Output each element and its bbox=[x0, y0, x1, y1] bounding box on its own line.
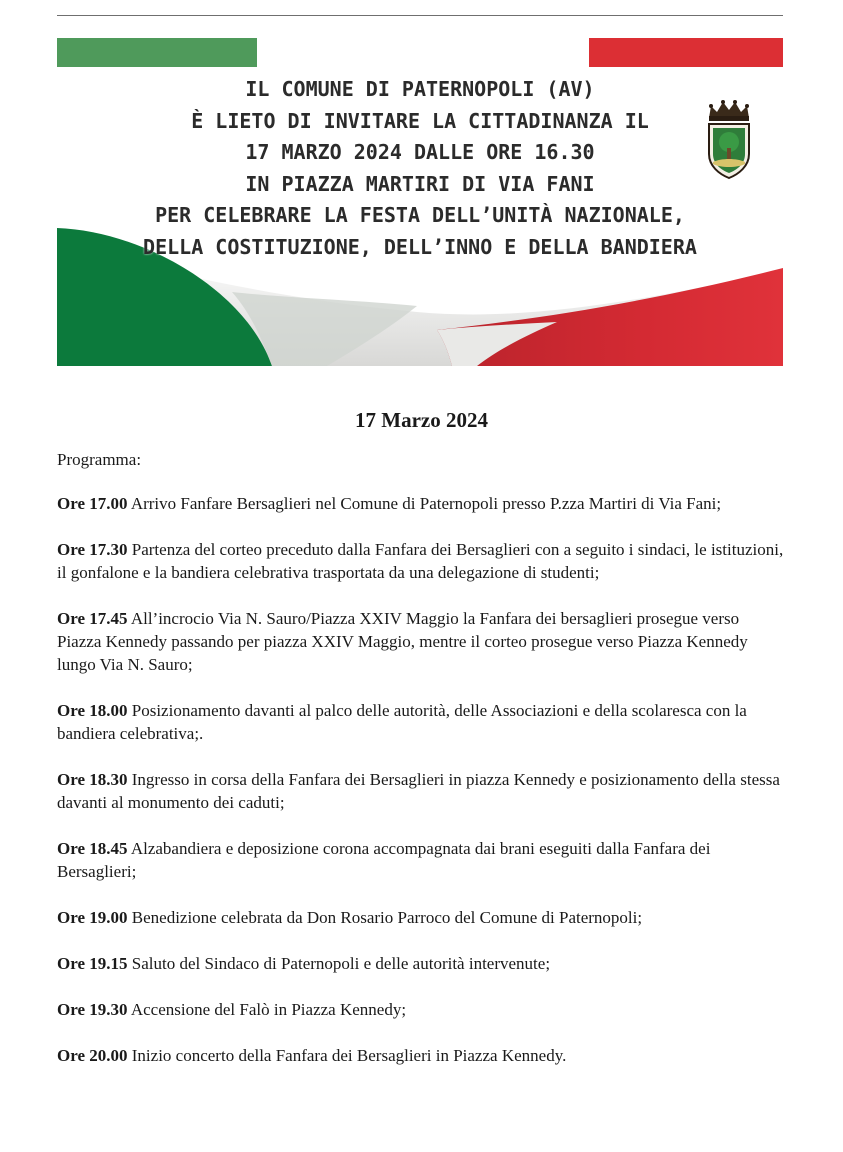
program-item-time: Ore 17.30 bbox=[57, 540, 128, 559]
tricolore-banner bbox=[57, 30, 783, 366]
program-item bbox=[57, 1044, 787, 1067]
red-stripe bbox=[589, 38, 783, 67]
program-item-text: Arrivo Fanfare Bersaglieri nel Comune di Paternopoli presso P.zza Martiri di Via Fani; bbox=[127, 494, 722, 513]
program-item-text: Ingresso in corsa della Fanfara dei Bersaglieri in piazza Kennedy e posizionamento della stessa davanti al monumento dei caduti; bbox=[57, 770, 780, 812]
program-item-text: Benedizione celebrata da Don Rosario Parroco del Comune di Paternopoli; bbox=[127, 908, 643, 927]
program-item-text: Accensione del Falò in Piazza Kennedy; bbox=[127, 1000, 407, 1019]
municipal-crest-icon bbox=[703, 98, 755, 180]
invitation-line: 17 MARZO 2024 DALLE ORE 16.30 bbox=[245, 140, 595, 164]
program-section bbox=[57, 448, 787, 1090]
top-divider bbox=[57, 15, 783, 16]
program-item-time: Ore 19.00 bbox=[57, 908, 128, 927]
invitation-line: È LIETO DI INVITARE LA CITTADINANZA IL bbox=[191, 108, 649, 133]
program-item-time: Ore 19.30 bbox=[57, 1000, 128, 1019]
program-item-text: Inizio concerto della Fanfara dei Bersaglieri in Piazza Kennedy. bbox=[127, 1046, 567, 1065]
invitation-line: IN PIAZZA MARTIRI DI VIA FANI bbox=[245, 171, 595, 196]
program-item-time: Ore 20.00 bbox=[57, 1046, 128, 1065]
program-item-text: Partenza del corteo preceduto dalla Fanfara dei Bersaglieri con a seguito i sindaci, le istituzioni, il gonfalone e la bandiera celebrativa trasportata da una delegazione di studenti; bbox=[57, 540, 784, 582]
program-item-time: Ore 18.00 bbox=[57, 701, 128, 720]
program-item bbox=[57, 492, 787, 515]
program-item-text: Saluto del Sindaco di Paternopoli e delle autorità intervenute; bbox=[127, 954, 551, 973]
invitation-text bbox=[57, 74, 783, 263]
program-item bbox=[57, 607, 787, 676]
program-item-text: Posizionamento davanti al palco delle autorità, delle Associazioni e della scolaresca con la bandiera celebrativa;. bbox=[57, 701, 747, 743]
event-date-heading: 17 Marzo 2024 bbox=[355, 408, 488, 432]
program-item-text: All’incrocio Via N. Sauro/Piazza XXIV Maggio la Fanfara dei bersaglieri prosegue verso Piazza Kennedy passando per piazza XXIV Maggio, mentre il corteo prosegue verso Piazza Kennedy lungo Via N. Sauro; bbox=[57, 609, 748, 674]
program-item bbox=[57, 538, 787, 584]
program-item-time: Ore 18.45 bbox=[57, 839, 128, 858]
program-item bbox=[57, 837, 787, 883]
program-item-time: Ore 17.00 bbox=[57, 494, 128, 513]
program-item bbox=[57, 768, 787, 814]
invitation-line: IL COMUNE DI PATERNOPOLI (AV) bbox=[245, 77, 595, 101]
invitation-line: PER CELEBRARE LA FESTA DELL’UNITÀ NAZIONALE, bbox=[155, 203, 685, 227]
program-item-time: Ore 18.30 bbox=[57, 770, 128, 789]
program-item-time: Ore 17.45 bbox=[57, 609, 128, 628]
program-intro: Programma: bbox=[57, 450, 142, 469]
program-item bbox=[57, 998, 787, 1021]
invitation-line: DELLA COSTITUZIONE, DELL’INNO E DELLA BANDIERA bbox=[143, 234, 697, 259]
program-item-time: Ore 19.15 bbox=[57, 954, 128, 973]
program-item bbox=[57, 699, 787, 745]
program-item-text: Alzabandiera e deposizione corona accompagnata dai brani eseguiti dalla Fanfara dei Bersaglieri; bbox=[57, 839, 711, 881]
program-item bbox=[57, 906, 787, 929]
program-item bbox=[57, 952, 787, 975]
green-stripe bbox=[57, 38, 257, 67]
